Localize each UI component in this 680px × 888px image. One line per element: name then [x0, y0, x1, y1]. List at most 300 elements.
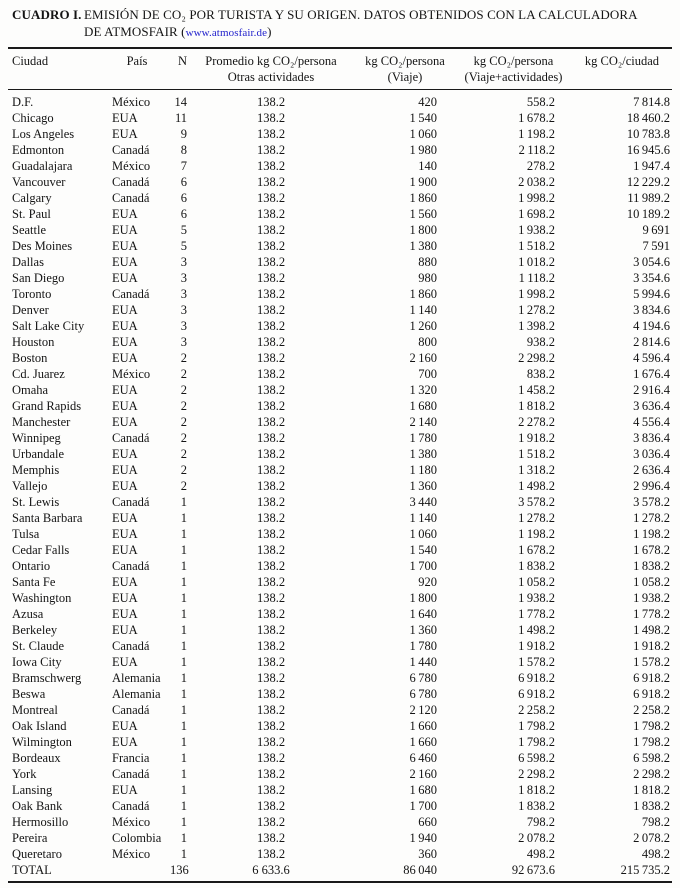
cell-viaje: 2 160 [409, 767, 437, 781]
header-row [8, 48, 672, 90]
cell-viaje-actividades: 1 498.2 [518, 623, 555, 637]
cell-promedio: 138.2 [256, 767, 286, 781]
cell-viaje-actividades: 1 458.2 [518, 383, 555, 397]
cell-co2-ciudad: 1 678.2 [633, 543, 670, 557]
cell-co2-ciudad: 1 818.2 [633, 783, 670, 797]
cell-ciudad: Washington [12, 591, 72, 605]
cell-promedio: 138.2 [256, 671, 286, 685]
cell-viaje-actividades: 2 298.2 [518, 767, 555, 781]
cell-pais: EUA [112, 255, 138, 269]
cell-pais: EUA [112, 543, 138, 557]
cell-co2-ciudad: 1 947.4 [633, 159, 670, 173]
cell-n: 7 [180, 159, 187, 173]
cell-co2-ciudad: 6 918.2 [633, 671, 670, 685]
cell-viaje: 1 800 [409, 591, 437, 605]
cell-ciudad: Hermosillo [12, 815, 69, 829]
cell-co2-ciudad: 7 591 [642, 239, 670, 253]
table-row [8, 574, 672, 590]
cell-n: 3 [180, 303, 187, 317]
table-row [8, 382, 672, 398]
cell-n: 11 [174, 111, 187, 125]
cell-n: 2 [180, 463, 187, 477]
cell-viaje: 1 680 [409, 399, 437, 413]
cell-co2-ciudad: 498.2 [641, 847, 670, 861]
cell-viaje: 1 780 [409, 639, 437, 653]
cell-n: 3 [180, 335, 187, 349]
cell-pais: Canadá [112, 559, 150, 573]
cell-pais: Canadá [112, 767, 150, 781]
cell-n: 1 [180, 495, 187, 509]
cell-n: 1 [180, 767, 187, 781]
cell-viaje: 880 [418, 255, 437, 269]
cell-viaje-actividades: 1 998.2 [518, 287, 555, 301]
col-header-promedio [187, 48, 355, 90]
cell-promedio: 138.2 [256, 191, 286, 205]
cell-viaje: 1 320 [409, 383, 437, 397]
cell-ciudad: York [12, 767, 37, 781]
cell-promedio: 138.2 [256, 415, 286, 429]
cell-viaje: 2 160 [409, 351, 437, 365]
cell-pais: Canadá [112, 495, 150, 509]
cell-ciudad: Manchester [12, 415, 71, 429]
table-row [8, 302, 672, 318]
cell-co2-ciudad: 4 556.4 [633, 415, 670, 429]
cell-n: 3 [180, 255, 187, 269]
cell-n: 1 [180, 511, 187, 525]
cell-ciudad: Oak Island [12, 719, 67, 733]
cell-pais: EUA [112, 511, 138, 525]
col-header-viaje-line1: kg CO₂/persona [365, 54, 445, 68]
cell-promedio: 138.2 [256, 271, 286, 285]
cell-promedio: 138.2 [256, 175, 286, 189]
cell-promedio: 6 633.6 [252, 863, 290, 877]
cell-co2-ciudad: 1 838.2 [633, 559, 670, 573]
cell-ciudad: Guadalajara [12, 159, 73, 173]
table-row [8, 398, 672, 414]
cell-pais: EUA [112, 127, 138, 141]
cell-pais: EUA [112, 207, 138, 221]
cell-promedio: 138.2 [256, 479, 286, 493]
cell-promedio: 138.2 [256, 719, 286, 733]
cell-n: 2 [180, 431, 187, 445]
cell-viaje-actividades: 3 578.2 [518, 495, 555, 509]
cell-pais: EUA [112, 111, 138, 125]
cell-co2-ciudad: 4 194.6 [633, 319, 670, 333]
cell-pais: EUA [112, 319, 138, 333]
table-row [8, 734, 672, 750]
table-row [8, 414, 672, 430]
cell-promedio: 138.2 [256, 815, 286, 829]
cell-co2-ciudad: 2 636.4 [633, 463, 670, 477]
cell-ciudad: Montreal [12, 703, 58, 717]
cell-n: 1 [180, 847, 187, 861]
col-header-n: N [170, 48, 187, 90]
cell-pais: EUA [112, 463, 138, 477]
cell-co2-ciudad: 16 945.6 [626, 143, 670, 157]
cell-co2-ciudad: 1 058.2 [633, 575, 670, 589]
cell-pais [104, 862, 170, 882]
cell-viaje-actividades: 1 698.2 [518, 207, 555, 221]
cell-promedio: 138.2 [256, 687, 286, 701]
cell-pais: México [112, 847, 151, 861]
cell-n: 1 [180, 607, 187, 621]
table-row [8, 702, 672, 718]
cell-viaje-actividades: 1 918.2 [518, 431, 555, 445]
col-header-promedio-line2: Otras actividades [227, 70, 315, 84]
cell-viaje: 1 660 [409, 719, 437, 733]
cell-pais: México [112, 95, 151, 109]
cell-co2-ciudad: 7 814.8 [633, 95, 670, 109]
cell-pais: EUA [112, 383, 138, 397]
cell-ciudad: Santa Barbara [12, 511, 83, 525]
cell-pais: Canadá [112, 431, 150, 445]
cell-ciudad: Chicago [12, 111, 54, 125]
cell-pais: Alemania [112, 671, 161, 685]
cell-co2-ciudad: 10 783.8 [626, 127, 670, 141]
cell-viaje: 1 700 [409, 559, 437, 573]
cell-n: 1 [180, 751, 187, 765]
table-row [8, 222, 672, 238]
col-header-viaje-actividades-line1: kg CO₂/persona [473, 54, 554, 68]
cell-ciudad: Edmonton [12, 143, 65, 157]
cell-pais: EUA [112, 607, 138, 621]
cell-ciudad: Urbandale [12, 447, 65, 461]
table-row [8, 462, 672, 478]
cell-ciudad: D.F. [12, 95, 34, 109]
cell-co2-ciudad: 2 916.4 [633, 383, 670, 397]
cell-viaje: 6 780 [409, 687, 437, 701]
cell-viaje: 6 460 [409, 751, 437, 765]
cell-viaje: 420 [418, 95, 437, 109]
cell-n: 14 [174, 95, 187, 109]
cell-n: 136 [170, 863, 189, 877]
table-row [8, 366, 672, 382]
col-header-viaje [355, 48, 455, 90]
cell-viaje-actividades: 1 998.2 [518, 191, 555, 205]
cell-promedio: 138.2 [256, 527, 286, 541]
cell-viaje-actividades: 2 278.2 [518, 415, 555, 429]
cell-ciudad: Des Moines [12, 239, 73, 253]
table-row [8, 90, 672, 111]
cell-pais: Alemania [112, 687, 161, 701]
table-row [8, 238, 672, 254]
table-caption-line2-text: DE ATMOSFAIR ( [84, 23, 186, 39]
cell-pais: Francia [112, 751, 150, 765]
col-header-pais: País [104, 48, 170, 90]
cell-co2-ciudad: 3 836.4 [633, 431, 670, 445]
cell-co2-ciudad: 3 354.6 [633, 271, 670, 285]
cell-viaje: 1 380 [409, 447, 437, 461]
cell-n: 1 [180, 527, 187, 541]
cell-co2-ciudad: 3 054.6 [633, 255, 670, 269]
cell-pais: EUA [112, 271, 138, 285]
cell-n: 1 [180, 559, 187, 573]
cell-pais: EUA [112, 591, 138, 605]
cell-n: 1 [180, 815, 187, 829]
cell-co2-ciudad: 2 258.2 [633, 703, 670, 717]
cell-pais: Colombia [112, 831, 162, 845]
cell-viaje-actividades: 1 838.2 [518, 799, 555, 813]
cell-pais: EUA [112, 415, 138, 429]
cell-viaje-actividades: 1 918.2 [518, 639, 555, 653]
cell-viaje: 1 440 [409, 655, 437, 669]
cell-viaje-actividades: 1 518.2 [518, 239, 555, 253]
col-header-viaje-actividades [455, 48, 572, 90]
table-caption [12, 7, 672, 41]
cell-viaje: 660 [418, 815, 437, 829]
cell-promedio: 138.2 [256, 303, 286, 317]
cell-viaje: 140 [418, 159, 437, 173]
cell-promedio: 138.2 [256, 655, 286, 669]
table-row [8, 718, 672, 734]
cell-ciudad: Santa Fe [12, 575, 56, 589]
cell-promedio: 138.2 [256, 287, 286, 301]
cell-ciudad: Memphis [12, 463, 60, 477]
cell-viaje-actividades: 798.2 [526, 815, 555, 829]
cell-pais: Canadá [112, 143, 150, 157]
cell-viaje: 2 140 [409, 415, 437, 429]
cell-ciudad: Boston [12, 351, 48, 365]
cell-ciudad: TOTAL [12, 863, 52, 877]
table-row [8, 158, 672, 174]
cell-co2-ciudad: 2 814.6 [633, 335, 670, 349]
table-row [8, 766, 672, 782]
cell-ciudad: Wilmington [12, 735, 72, 749]
cell-viaje: 1 640 [409, 607, 437, 621]
cell-co2-ciudad: 798.2 [641, 815, 670, 829]
cell-ciudad: Los Angeles [12, 127, 75, 141]
cell-co2-ciudad: 18 460.2 [626, 111, 670, 125]
cell-promedio: 138.2 [256, 831, 286, 845]
cell-viaje: 1 680 [409, 783, 437, 797]
cell-n: 1 [180, 719, 187, 733]
cell-pais: EUA [112, 527, 138, 541]
cell-promedio: 138.2 [256, 751, 286, 765]
cell-pais: México [112, 159, 151, 173]
cell-viaje-actividades: 6 918.2 [518, 687, 555, 701]
cell-co2-ciudad: 2 996.4 [633, 479, 670, 493]
cell-pais: Canadá [112, 639, 150, 653]
cell-n: 1 [180, 543, 187, 557]
cell-n: 1 [180, 671, 187, 685]
cell-n: 8 [180, 143, 187, 157]
cell-promedio: 138.2 [256, 335, 286, 349]
cell-ciudad: St. Lewis [12, 495, 60, 509]
cell-n: 3 [180, 287, 187, 301]
cell-promedio: 138.2 [256, 607, 286, 621]
cell-ciudad: Grand Rapids [12, 399, 82, 413]
table-row [8, 142, 672, 158]
cell-viaje: 1 060 [409, 527, 437, 541]
cell-pais: Canadá [112, 191, 150, 205]
cell-ciudad: Berkeley [12, 623, 58, 637]
cell-viaje: 1 260 [409, 319, 437, 333]
cell-promedio: 138.2 [256, 799, 286, 813]
cell-n: 2 [180, 399, 187, 413]
cell-co2-ciudad: 10 189.2 [626, 207, 670, 221]
cell-viaje-actividades: 1 498.2 [518, 479, 555, 493]
cell-promedio: 138.2 [256, 255, 286, 269]
cell-n: 1 [180, 831, 187, 845]
table-header [8, 48, 672, 90]
table-row [8, 622, 672, 638]
cell-viaje-actividades: 1 938.2 [518, 223, 555, 237]
cell-co2-ciudad: 1 498.2 [633, 623, 670, 637]
cell-viaje-actividades: 1 058.2 [518, 575, 555, 589]
cell-viaje: 1 700 [409, 799, 437, 813]
cell-n: 2 [180, 383, 187, 397]
cell-n: 5 [180, 239, 187, 253]
cell-viaje-actividades: 6 918.2 [518, 671, 555, 685]
atmosfair-link[interactable]: www.atmosfair.de [185, 26, 268, 39]
cell-viaje: 360 [418, 847, 437, 861]
cell-ciudad: Houston [12, 335, 55, 349]
table-row [8, 174, 672, 190]
cell-pais: Canadá [112, 703, 150, 717]
cell-viaje-actividades: 838.2 [526, 367, 555, 381]
table-caption-number: CUADRO I. [12, 7, 82, 22]
table-row [8, 126, 672, 142]
cell-ciudad: Ontario [12, 559, 51, 573]
cell-ciudad: Pereira [12, 831, 48, 845]
cell-viaje-actividades: 2 298.2 [518, 351, 555, 365]
cell-viaje-actividades: 1 778.2 [518, 607, 555, 621]
table-body [8, 90, 672, 883]
cell-viaje: 800 [418, 335, 437, 349]
cell-promedio: 138.2 [256, 383, 286, 397]
cell-viaje: 980 [418, 271, 437, 285]
cell-viaje: 1 540 [409, 543, 437, 557]
cell-viaje-actividades: 6 598.2 [518, 751, 555, 765]
table-row [8, 510, 672, 526]
cell-pais: EUA [112, 335, 138, 349]
cell-promedio: 138.2 [256, 399, 286, 413]
table-row [8, 558, 672, 574]
cell-viaje: 1 860 [409, 191, 437, 205]
cell-viaje-actividades: 1 318.2 [518, 463, 555, 477]
cell-viaje-actividades: 1 198.2 [518, 527, 555, 541]
cell-co2-ciudad: 1 838.2 [633, 799, 670, 813]
table-caption-line2-close: ) [267, 23, 272, 39]
cell-viaje-actividades: 1 798.2 [518, 735, 555, 749]
cell-viaje-actividades: 498.2 [526, 847, 555, 861]
table-row [8, 670, 672, 686]
cell-co2-ciudad: 1 198.2 [633, 527, 670, 541]
table-row [8, 526, 672, 542]
table-row [8, 110, 672, 126]
cell-co2-ciudad: 9 691 [642, 223, 670, 237]
cell-co2-ciudad: 3 834.6 [633, 303, 670, 317]
cell-ciudad: St. Paul [12, 207, 51, 221]
cell-co2-ciudad: 1 918.2 [633, 639, 670, 653]
table-row [8, 686, 672, 702]
table-row [8, 542, 672, 558]
cell-viaje: 86 040 [403, 863, 437, 877]
cell-n: 1 [180, 735, 187, 749]
cell-viaje: 1 180 [409, 463, 437, 477]
col-header-promedio-line1: Promedio kg CO₂/persona [205, 54, 337, 68]
cell-promedio: 138.2 [256, 143, 286, 157]
cell-promedio: 138.2 [256, 559, 286, 573]
table-row [8, 814, 672, 830]
table-row [8, 494, 672, 510]
cell-ciudad: Calgary [12, 191, 52, 205]
cell-viaje: 1 980 [409, 143, 437, 157]
cell-pais: EUA [112, 575, 138, 589]
cell-n: 3 [180, 271, 187, 285]
table-row [8, 638, 672, 654]
cell-n: 2 [180, 415, 187, 429]
cell-co2-ciudad: 1 278.2 [633, 511, 670, 525]
cell-viaje: 1 800 [409, 223, 437, 237]
cell-viaje-actividades: 92 673.6 [511, 863, 555, 877]
table-row [8, 286, 672, 302]
cell-viaje: 6 780 [409, 671, 437, 685]
cell-n: 2 [180, 351, 187, 365]
cell-pais: México [112, 815, 151, 829]
cell-promedio: 138.2 [256, 351, 286, 365]
cell-viaje-actividades: 1 578.2 [518, 655, 555, 669]
cell-promedio: 138.2 [256, 783, 286, 797]
cell-co2-ciudad: 1 578.2 [633, 655, 670, 669]
table-row [8, 846, 672, 862]
cell-ciudad: Tulsa [12, 527, 40, 541]
table-row [8, 334, 672, 350]
cell-ciudad: San Diego [12, 271, 65, 285]
table-caption-line1: EMISIÓN DE CO₂ POR TURISTA Y SU ORIGEN. DATOS OBTENIDOS CON LA CALCULADORA [84, 7, 638, 22]
cell-viaje-actividades: 2 118.2 [518, 143, 555, 157]
cell-promedio: 138.2 [256, 847, 286, 861]
cell-co2-ciudad: 1 798.2 [633, 719, 670, 733]
cell-promedio: 138.2 [256, 463, 286, 477]
cell-pais: EUA [112, 351, 138, 365]
cell-promedio: 138.2 [256, 431, 286, 445]
cell-viaje-actividades: 2 038.2 [518, 175, 555, 189]
table-row [8, 318, 672, 334]
cell-viaje-actividades: 1 818.2 [518, 399, 555, 413]
cell-viaje: 1 060 [409, 127, 437, 141]
cell-viaje-actividades: 1 838.2 [518, 559, 555, 573]
cell-viaje-actividades: 1 938.2 [518, 591, 555, 605]
cell-promedio: 138.2 [256, 639, 286, 653]
cell-viaje-actividades: 1 518.2 [518, 447, 555, 461]
table-row [8, 270, 672, 286]
cell-ciudad: Cedar Falls [12, 543, 70, 557]
cell-promedio: 138.2 [256, 591, 286, 605]
cell-n: 1 [180, 575, 187, 589]
cell-n: 2 [180, 447, 187, 461]
cell-co2-ciudad: 3 036.4 [633, 447, 670, 461]
cell-viaje-actividades: 1 278.2 [518, 511, 555, 525]
cell-co2-ciudad: 3 636.4 [633, 399, 670, 413]
cell-viaje-actividades: 2 258.2 [518, 703, 555, 717]
cell-co2-ciudad: 2 298.2 [633, 767, 670, 781]
cell-viaje: 1 540 [409, 111, 437, 125]
cell-viaje: 1 360 [409, 479, 437, 493]
cell-viaje-actividades: 1 678.2 [518, 543, 555, 557]
cell-n: 6 [180, 191, 187, 205]
cell-n: 6 [180, 207, 187, 221]
cell-viaje-actividades: 1 678.2 [518, 111, 555, 125]
cell-viaje-actividades: 938.2 [526, 335, 555, 349]
cell-pais: Canadá [112, 175, 150, 189]
cell-pais: EUA [112, 479, 138, 493]
cell-n: 9 [180, 127, 187, 141]
table-row [8, 430, 672, 446]
cell-pais: EUA [112, 783, 138, 797]
cell-n: 1 [180, 783, 187, 797]
cell-co2-ciudad: 12 229.2 [626, 175, 670, 189]
